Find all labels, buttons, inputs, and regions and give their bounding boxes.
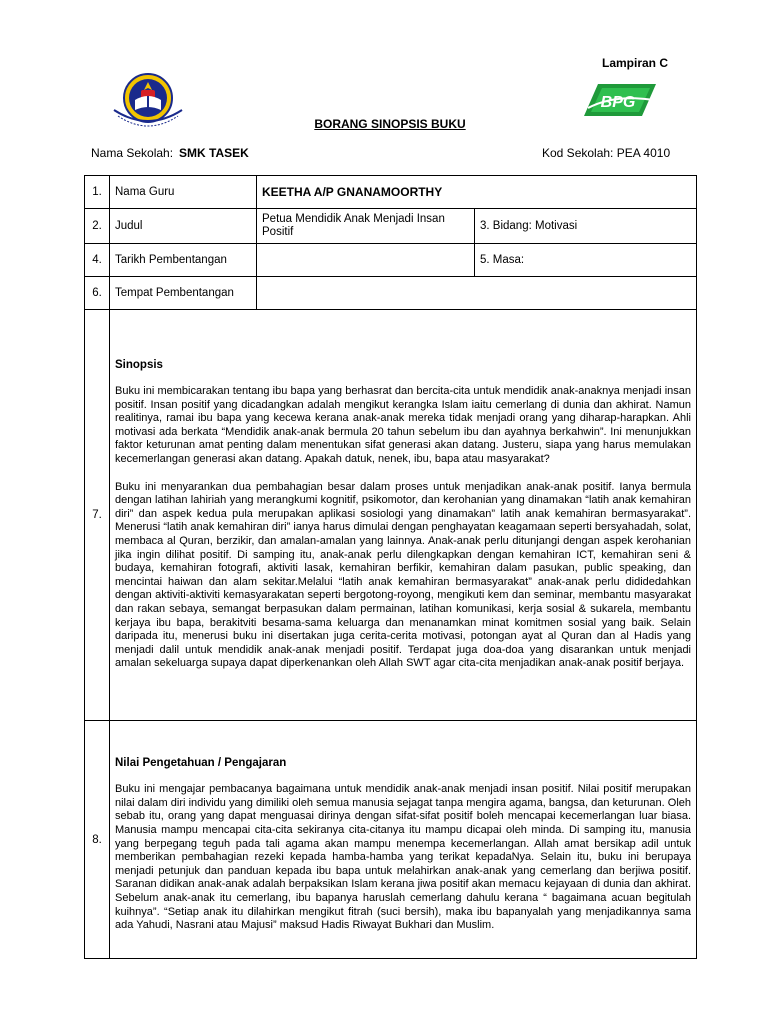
- row-label: Nama Guru: [110, 176, 257, 209]
- knowledge-value-paragraph: Buku ini mengajar pembacanya bagaimana untuk mendidik anak-anak menjadi insan positif. Nilai positif merupakan nilai dalam diri individu yang dimiliki oleh semua manusia sejagat tanpa mengira agama, bangsa, dan keturunan. Oleh sebab itu, orang yang dapat menguasai dirinya dengan sifat-sifat positif boleh mencapai kecemerlangan luar biasa. Manusia mampu mencapai cita-cita sekiranya cita-citanya itu mampu dicapai oleh minda. Di samping itu, manusia yang berpegang teguh pada tali agama akan mampu menempa kecemerlangan. Allah amat bersikap adil untuk memberikan pembahagian rezeki kepada hamba-hamba yang terikat kepadaNya. Selain itu, buku ini berupaya menjadi petunjuk dan panduan kepada ibu bapa untuk melahirkan anak-anak yang cemerlang dan berjiwa positif. Saranan didikan anak-anak adalah berpaksikan Islam kerana jiwa positif akan memacu kejayaan di dunia dan akhirat. Sebelum anak-anak itu cemerlang, ibu bapanya haruslah cemerlang dahulu kerana “ bagaimana acuan begitulah kuihnya”. “Setiap anak itu dilahirkan mengikut fitrah (suci bersih), maka ibu bapanyalah yang menjadikannya sama ada Yahudi, Nasrani atau Majusi” maksud Hadis Riwayat Bukhari dan Muslim.: [115, 783, 692, 932]
- row-label: Tempat Pembentangan: [110, 277, 257, 310]
- school-name-line: [91, 146, 249, 160]
- synopsis-paragraph: Buku ini membicarakan tentang ibu bapa yang berhasrat dan bercita-cita untuk mendidik anak-anaknya menjadi insan positif. Insan positif yang dicadangkan adalah mengikut kerangka Islam iaitu cemerlang di dunia dan akhirat. Namun realitinya, ramai ibu bapa yang kecewa kerana anak-anak mereka tidak menjadi orang yang diharap-harapkan. Ahli motivasi ada berkata “Mendidik anak-anak bermula 20 tahun sebelum ibu dan ayahnya berkahwin”. Ini menunjukkan faktor keturunan amat penting dalam menentukan sifat generasi akan datang. Justeru, siapa yang harus memulakan kecemerlangan generasi akan datang. Apakah datuk, nenek, ibu, bapa atau masyarakat?: [115, 385, 692, 466]
- bpg-logo: [584, 80, 656, 120]
- masa-field: 5. Masa:: [475, 244, 697, 277]
- synopsis-form-table: [84, 175, 697, 959]
- school-code-line: [542, 146, 670, 160]
- row-number: 2.: [85, 209, 110, 244]
- row-number: 6.: [85, 277, 110, 310]
- book-title-value: Petua Mendidik Anak Menjadi Insan Positif: [257, 209, 475, 244]
- table-row: [85, 721, 697, 959]
- row-number: 4.: [85, 244, 110, 277]
- school-code-value: PEA 4010: [616, 146, 671, 160]
- table-row: [85, 277, 697, 310]
- teacher-name-value: KEETHA A/P GNANAMOORTHY: [257, 176, 697, 209]
- row-number: 8.: [85, 721, 110, 959]
- presentation-place-value: [257, 277, 697, 310]
- row-number: 1.: [85, 176, 110, 209]
- table-row: [85, 310, 697, 721]
- presentation-date-value: [257, 244, 475, 277]
- table-row: [85, 209, 697, 244]
- synopsis-cell: [110, 310, 697, 721]
- svg-text:BPG: BPG: [600, 94, 636, 111]
- synopsis-paragraph: Buku ini menyarankan dua pembahagian besar dalam proses untuk menjadikan anak-anak positif. Ianya bermula dengan latihan lahiriah yang merangkumi kognitif, psikomotor, dan kerohanian yang dinamakan “latih anak kemahiran diri” dan aspek kedua pula merupakan aplikasi sosiologi yang dinamakan” latih anak kemahiran bermasyarakat”. Menerusi “latih anak kemahiran diri” ianya harus dimulai dengan penghayatan keagamaan seperti bersyahadah, solat, membaca al Quran, berzikir, dan amalan-amalan yang lainnya. Anak-anak perlu ditunjangi dengan aspek kerohanian jika ingin dilihat positif. Di samping itu, anak-anak perlu dilengkapkan dengan kemahiran ICT, kemahiran seni & budaya, kemahiran fotografi, aktiviti lasak, kemahiran berfikir, kemahiran dalam pasukan, public speaking, dan mencintai haiwan dan alam sekitar.Melalui “latih anak kemahiran bermasyarakat” anak-anak perlu dididedahkan dengan aktiviti-aktiviti kemasyarakatan seperti bergotong-royong, mengikuti kem dan seminar, membantu masyarakat dan rakan sebaya, semangat berpasukan dalam permainan, latihan komunikasi, kerja sosial & sukarela, membantu kerjaya ibu bapa, berakitviti besama-sama keluarga dan menanamkan minat komitmen sosial yang baik. Selain daripada itu, menerusi buku ini disertakan juga cerita-cerita motivasi, potongan ayat al Quran dan al Hadis yang menjadi dalil untuk mendidik anak-anak menjadi positif. Terdapat juga doa-doa yang disarankan untuk menjadi amalan sekeluarga supaya dapat diperkenankan oleh Allah SWT agar cita-cita menjadikan anak-anak positif berjaya.: [115, 480, 692, 670]
- school-name-value: SMK TASEK: [179, 146, 249, 160]
- knowledge-value-title: Nilai Pengetahuan / Pengajaran: [115, 757, 287, 770]
- row-label: Judul: [110, 209, 257, 244]
- knowledge-value-cell: [110, 721, 697, 959]
- lampiran-label: Lampiran C: [602, 56, 669, 70]
- bidang-field: 3. Bidang: Motivasi: [475, 209, 697, 244]
- synopsis-title: Sinopsis: [115, 359, 163, 372]
- school-code-label: Kod Sekolah:: [542, 146, 614, 160]
- row-label: Tarikh Pembentangan: [110, 244, 257, 277]
- row-number: 7.: [85, 310, 110, 721]
- table-row: [85, 176, 697, 209]
- school-name-label: Nama Sekolah:: [91, 146, 174, 160]
- table-row: [85, 244, 697, 277]
- form-title: BORANG SINOPSIS BUKU: [314, 117, 466, 131]
